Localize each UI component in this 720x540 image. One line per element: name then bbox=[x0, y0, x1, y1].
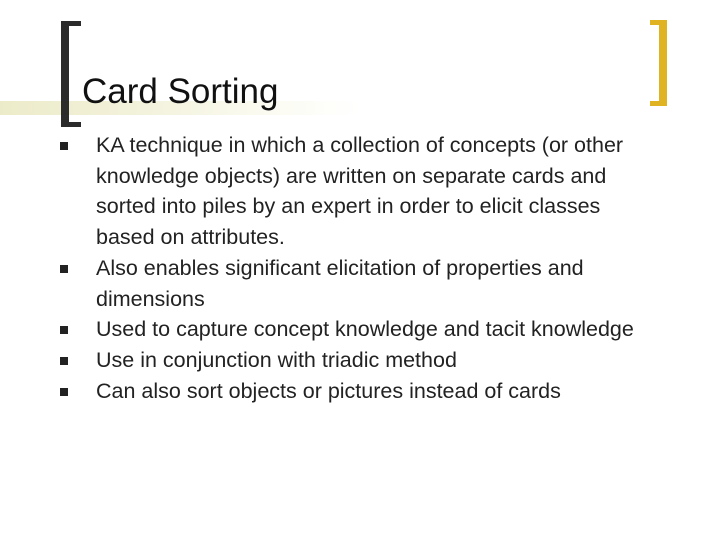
right-bracket-top-serif bbox=[650, 20, 667, 25]
bullet-item bbox=[60, 253, 660, 314]
bullet-text: Can also sort objects or pictures instead of cards bbox=[96, 378, 561, 403]
slide-title: Card Sorting bbox=[82, 72, 279, 111]
right-bracket-bottom-serif bbox=[650, 101, 667, 106]
bullet-text: Used to capture concept knowledge and tacit knowledge bbox=[96, 317, 634, 342]
square-bullet-icon bbox=[60, 326, 68, 334]
bullet-text: Also enables significant elicitation of properties and dimensions bbox=[96, 255, 584, 311]
left-bracket-top-serif bbox=[61, 21, 81, 26]
right-bracket-decoration bbox=[659, 20, 667, 106]
bullet-text: KA technique in which a collection of concepts (or other knowledge objects) are written on separate cards and sorted into piles by an expert in order to elicit classes based on attributes. bbox=[96, 133, 624, 250]
left-bracket-bottom-serif bbox=[61, 122, 81, 127]
bullet-item bbox=[60, 314, 660, 345]
bullet-list bbox=[60, 130, 660, 406]
bullet-text: Use in conjunction with triadic method bbox=[96, 347, 457, 372]
bullet-item bbox=[60, 376, 660, 407]
square-bullet-icon bbox=[60, 142, 68, 150]
square-bullet-icon bbox=[60, 388, 68, 396]
bullet-item bbox=[60, 345, 660, 376]
left-bracket-decoration bbox=[61, 21, 69, 127]
square-bullet-icon bbox=[60, 357, 68, 365]
bullet-item bbox=[60, 130, 660, 253]
square-bullet-icon bbox=[60, 265, 68, 273]
